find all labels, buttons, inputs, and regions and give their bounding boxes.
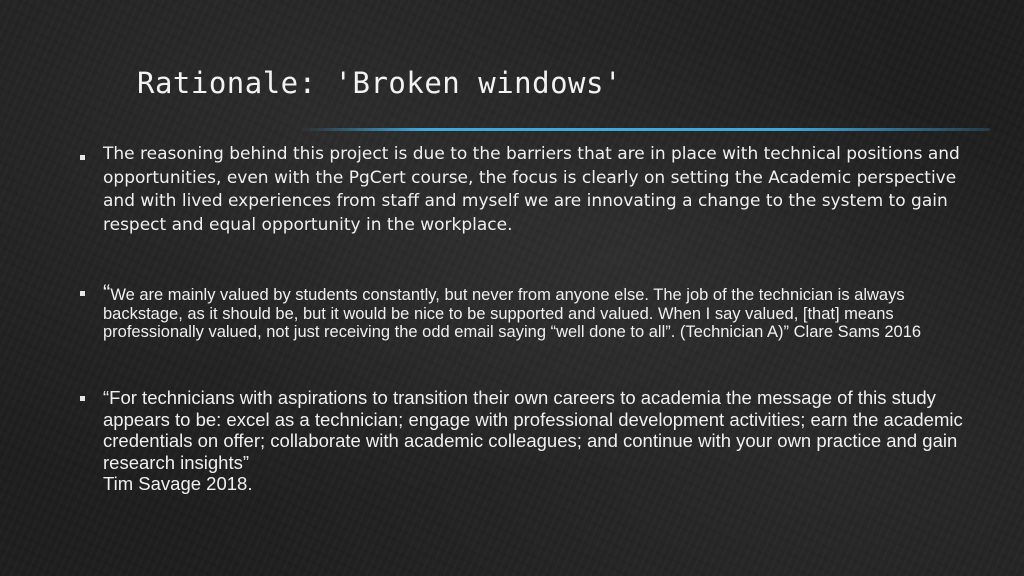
bullet-text: We are mainly valued by students constantly, but never from anyone else. The job of the technician is always backstage, as it should be, but it would be nice to be supported and valued. When I say valued, [that] means professionally valued, not just receiving the odd email saying “well done to all”. (Technician A)” Clare Sams 2016 xyxy=(103,286,922,341)
square-bullet-icon xyxy=(80,155,85,160)
bullet-quote xyxy=(103,280,983,342)
bullet-quote xyxy=(103,387,983,495)
bullet-text: The reasoning behind this project is due to the barriers that are in place with technical positions and opportunities, even with the PgCert course, the focus is clearly on setting the Academic perspective and with lived experiences from staff and myself we are innovating a change to the system to gain respect and equal opportunity in the workplace. xyxy=(103,144,960,235)
open-quote-mark: “ xyxy=(103,280,111,305)
bullet-text: “For technicians with aspirations to transition their own careers to academia the message of this study appears to be: excel as a technician; engage with professional development activities; earn the academic credentials on offer; collaborate with academic colleagues; and continue with your own practice and gain research insights” xyxy=(103,387,963,473)
quote-attribution: Tim Savage 2018. xyxy=(103,473,253,494)
square-bullet-icon xyxy=(80,291,85,296)
slide-title: Rationale: 'Broken windows' xyxy=(137,66,622,100)
square-bullet-icon xyxy=(80,396,85,401)
